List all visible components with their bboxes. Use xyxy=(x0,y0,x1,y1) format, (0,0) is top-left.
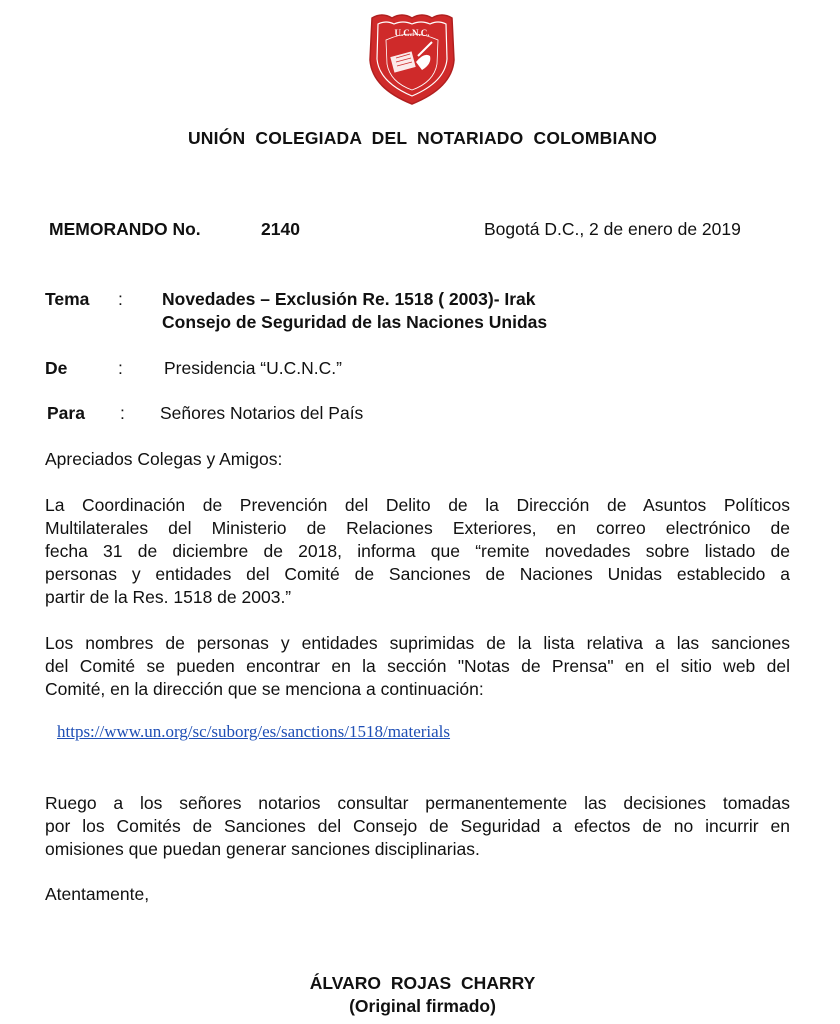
ucnc-logo xyxy=(366,12,458,106)
organization-title: UNIÓN COLEGIADA DEL NOTARIADO COLOMBIANO xyxy=(187,128,658,148)
tema-label: Tema xyxy=(45,289,90,309)
paragraph-1-line: fecha 31 de diciembre de 2018, informa que “remite novedades sobre listado de xyxy=(45,541,790,561)
paragraph-3-line: por los Comités de Sanciones del Consejo de Seguridad a efectos de no incurrir en xyxy=(45,816,790,836)
svg-text:U.C.N.C.: U.C.N.C. xyxy=(394,28,430,38)
de-colon: : xyxy=(118,358,123,378)
para-label: Para xyxy=(47,403,85,423)
paragraph-3-line: omisiones que puedan generar sanciones disciplinarias. xyxy=(45,839,480,859)
sanctions-materials-link[interactable]: https://www.un.org/sc/suborg/es/sanctions/1518/materials xyxy=(57,722,451,741)
paragraph-2 xyxy=(45,632,790,701)
memo-label: MEMORANDO No. xyxy=(49,219,201,239)
de-label: De xyxy=(45,358,68,378)
tema-colon: : xyxy=(118,289,123,309)
de-value: Presidencia “U.C.N.C.” xyxy=(164,358,342,378)
para-value: Señores Notarios del País xyxy=(160,403,364,423)
paragraph-2-line: del Comité se pueden encontrar en la sección "Notas de Prensa" en el sitio web del xyxy=(45,656,790,676)
memo-number: 2140 xyxy=(261,219,300,239)
para-colon: : xyxy=(120,403,125,423)
closing: Atentamente, xyxy=(45,884,150,904)
paragraph-1 xyxy=(45,494,790,609)
tema-line-1: Novedades – Exclusión Re. 1518 ( 2003)- Irak xyxy=(162,289,536,309)
paragraph-2-line: Comité, en la dirección que se menciona a continuación: xyxy=(45,679,484,699)
memo-date: Bogotá D.C., 2 de enero de 2019 xyxy=(484,219,741,239)
signatory-name: ÁLVARO ROJAS CHARRY xyxy=(309,973,536,993)
greeting: Apreciados Colegas y Amigos: xyxy=(45,449,283,469)
signature-note: (Original firmado) xyxy=(349,996,496,1016)
paragraph-3-line: Ruego a los señores notarios consultar permanentemente las decisiones tomadas xyxy=(45,793,790,813)
shield-emblem-icon xyxy=(366,12,458,106)
paragraph-3 xyxy=(45,792,790,861)
paragraph-1-line: Multilaterales del Ministerio de Relaciones Exteriores, en correo electrónico de xyxy=(45,518,790,538)
paragraph-2-line: Los nombres de personas y entidades suprimidas de la lista relativa a las sanciones xyxy=(45,633,790,653)
paragraph-1-line: partir de la Res. 1518 de 2003.” xyxy=(45,587,292,607)
tema-line-2: Consejo de Seguridad de las Naciones Unidas xyxy=(162,312,548,332)
paragraph-1-line: personas y entidades del Comité de Sanciones de Naciones Unidas establecido a xyxy=(45,564,790,584)
paragraph-1-line: La Coordinación de Prevención del Delito de la Dirección de Asuntos Políticos xyxy=(45,495,790,515)
